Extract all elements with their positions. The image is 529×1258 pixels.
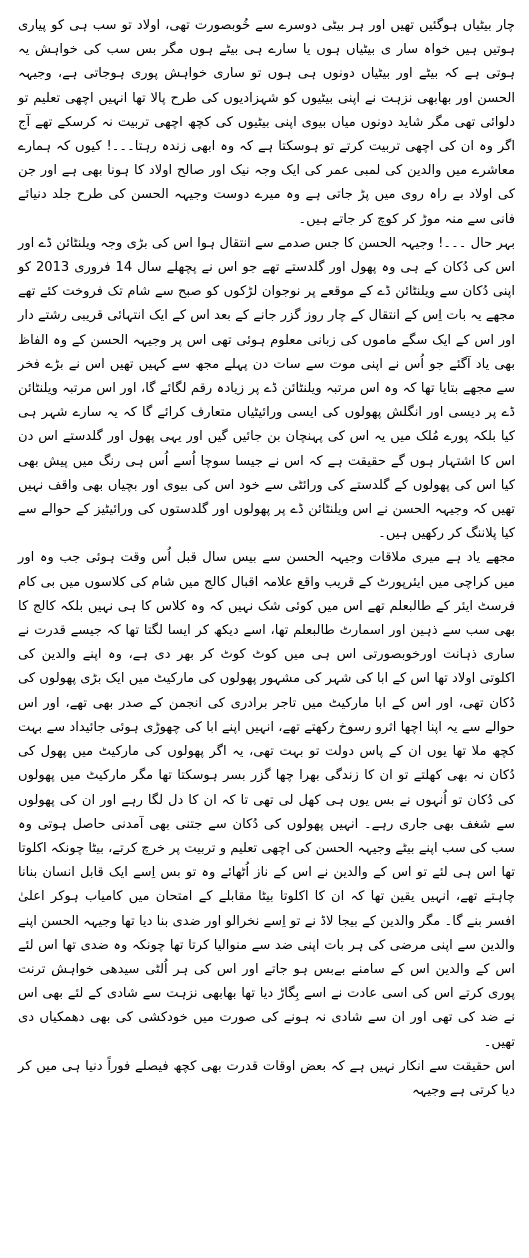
paragraph-2: بہر حال ۔۔۔! وجیہہ الحسن کا جس صدمے سے انتقال ہوا اس کی بڑی وجہ ویلنٹائن ڈے اور اس کی دُکان کے ہی وہ پھول اور گلدستے تھے جو اس نے پچھلے سال 14 فروری 2013 کو اپنی دُکان سے ویلنٹائن ڈے کے موقعے پر نوجوان لڑکوں کو صبح سے شام تک فروخت کئے تھے مجھے یہ بات اِس کے انتقال کے چار روز گزر جانے کے بعد اس کے ایک انتہائی قریبی رشتے دار اور اس کے ایک سگے ماموں کی زبانی معلوم ہوئی تھی اس پر وجیہہ الحسن کے وہ الفاظ بھی یاد آگئے جو اُس نے اپنی موت سے سات دن پہلے مجھ سے کہیں تھیں اس نے بڑے فخر سے مجھے بتایا تھا کہ وہ اس مرتبہ ویلنٹائن ڈے پر زیادہ رقم لگائے گا، اور اس مرتبہ ویلنٹائن ڈے پر دیسی اور انگلش پھولوں کی ایسی ورائیٹیاں متعارف کرائے گا کہ یہ سارے شہر ہی کیا بلکہ پورے مُلک میں یہ اس کی پہنچان بن جائیں گیں اور یہی پھول اور گلدستے اس دن اس کا اشتہار ہوں گے حقیقت ہے کہ اس نے جیسا سوچا اُسے اُس ہی رنگ میں پیش بھی کیا اس کی پھولوں کے گلدستے کی ورائٹی سے خود اس کی بیوی اور بچیاں بھی واقف نہیں تھیں کہ وجیہہ الحسن نے اس ویلنٹائن ڈے پر پھولوں اور گلدستوں کی ورائیٹیز کے حوالے سے کیا پلاننگ کر رکھیں ہیں۔	[18, 235, 515, 542]
paragraph-4: اس حقیقت سے انکار نہیں ہے کہ بعض اوقات قدرت بھی کچھ فیصلے فوراً دنیا ہی میں کر دیا کرتی ہے وجیہہ	[18, 1058, 515, 1098]
paragraph-1: چار بیٹیاں ہوگئیں تھیں اور ہر بیٹی دوسرے سے خُوبصورت تھی، اولاد تو سب ہی کو پیاری ہوتیں ہیں خواہ سار ی بیٹیاں ہوں یا سارے ہی بیٹے ہوں مگر بس سب کی خواہش یہ ہوتی ہے کہ بیٹے اور بیٹیاں دونوں ہی ہوں تو ساری خواہش پوری ہوجاتی ہے، وجیہہ الحسن اور بھابھی نزہت نے اپنی بیٹیوں کو شہزادیوں کی طرح پالا تھا انہیں اچھی تعلیم تو دلوائی تھی مگر شاید دونوں میاں بیوی اپنی بیٹیوں کی کچھ اچھی تربیت نہ کرسکے تھے آج اگر وہ ان کی اچھی تربیت کرتے تو ہوسکتا ہے کہ وہ ابھی زندہ رہتا۔۔۔! کیوں کہ ہمارے معاشرے میں والدین کی لمبی عمر کی ایک وجہ نیک اور صالح اولاد کا ہونا بھی ہے اور جن کی اولاد بے راہ روی میں پڑ جاتی ہے وہ میرے دوست وجیہہ الحسن کی طرح جلد دنیائے فانی سے منہ موڑ کر کوچ کر جاتے ہیں۔	[18, 18, 515, 227]
paragraph-3: مجھے یاد ہے میری ملاقات وجیہہ الحسن سے بیس سال قبل اُس وقت ہوئی جب وہ اور میں کراچی میں ایئرپورٹ کے قریب واقع علامہ اقبال کالج میں شام کی کلاسوں میں بی کام فرسٹ ایئر کے طالبعلم تھے اس میں کوئی شک نہیں کہ وہ کلاس کا ہی نہیں بلکہ کالج کا بھی سب سے ذہین اور اسمارٹ طالبعلم تھا، اسے دیکھ کر ایسا لگتا تھا کہ جیسے قدرت نے ساری ذہانت اورخوبصورتی اس ہی میں کوٹ کوٹ کر بھر دی ہے، وہ اپنے والدین کی اکلوتی اولاد تھا اس کے ابا کی شہر کی مشہور پھولوں کی مارکیٹ میں ایک بڑی پھولوں کی دُکان تھی، اور اس کے ابا مارکیٹ میں تاجر برادری کی انجمن کے صدر بھی تھے، اور اس حوالے سے یہ اپنا اچھا اثرو رسوخ رکھتے تھے، انہیں اپنے ابا کی چھوڑی ہوئی جائیداد سے بہت کچھ ملا تھا یوں ان کے پاس دولت تو بہت تھی، یہ اگر پھولوں کی مارکیٹ میں پھول کی دُکان نہ بھی کھلتے تو ان کا زندگی بھرا چھا گزر بسر ہوسکتا تھا مگر مارکیٹ میں پھولوں کی دُکان تو اُنہوں نے بس یوں ہی کھل لی تھی تا کہ ان کا دل لگا رہے اور ان کی پھولوں سے شغف بھی جاری رہے۔ انہیں پھولوں کی دُکان سے جتنی بھی آمدنی حاصل ہوتی وہ سب کی سب اپنے بیٹے وجیہہ الحسن کی اچھی تعلیم و تربیت پر خرچ کرتے، بیٹا چونکہ اکلوتا تھا اس ہی لئے تو اس کے والدین نے اس کے ناز اُٹھائے وہ تو بس اِسے ایک قابل انسان بنانا چاہتے تھے، انہیں یقین تھا کہ ان کا اکلوتا بیٹا مقابلے کے امتحان میں کامیاب ہوکر اعلیٰ افسر بنے گا۔ مگر والدین کے بیجا لاڈ نے تو اِسے نخرالو اور ضدی بنا دیا تھا وجیہہ الحسن اپنے والدین سے اپنی مرضی کی ہر بات اپنی ضد سے منوالیا کرتا تھا چونکہ وہ ضدی تھا اس لئے اس کے والدین اس کے سامنے بےبس ہو جاتے اور اس کی ہر اُلٹی سیدھی خواہش ترنت پوری کرتے اس کی اسی عادت نے اسے بِگاڑ دیا تھا بھابھی نزہت سے شادی کے لئے بھی اس نے ضد کی تھی اور ان سے شادی نہ ہونے کی صورت میں خودکشی کی بھی دھمکیاں دی تھیں۔	[18, 550, 515, 1050]
